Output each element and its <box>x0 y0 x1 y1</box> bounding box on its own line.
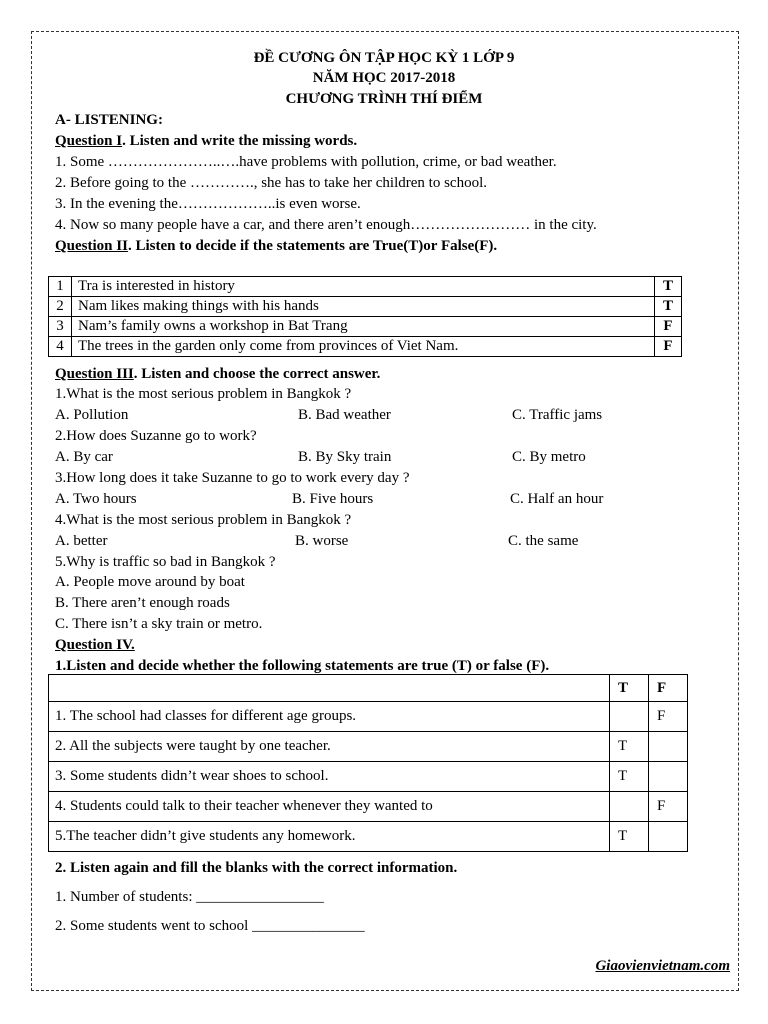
q3-option-a: A. Two hours <box>55 491 137 507</box>
q3-question: 1.What is the most serious problem in Bangkok ? <box>55 386 352 402</box>
table-row <box>49 277 682 297</box>
table-row <box>49 732 688 762</box>
header-true: T <box>610 675 649 702</box>
row-number: 3 <box>49 317 72 337</box>
statement: 2. All the subjects were taught by one teacher. <box>49 732 610 762</box>
q1-heading <box>55 131 357 151</box>
q3-question: 2.How does Suzanne go to work? <box>55 428 257 444</box>
statement: 1. The school had classes for different age groups. <box>49 702 610 732</box>
answer: T <box>655 297 682 317</box>
header-year: NĂM HỌC 2017-2018 <box>312 70 456 86</box>
row-number: 1 <box>49 277 72 297</box>
q3-option-c: C. There isn’t a sky train or metro. <box>55 616 263 632</box>
q3-heading <box>55 364 380 384</box>
q3-question: 4.What is the most serious problem in Bangkok ? <box>55 512 352 528</box>
statement: The trees in the garden only come from provinces of Viet Nam. <box>72 337 655 357</box>
q4-sub2: 2. Listen again and fill the blanks with the correct information. <box>55 860 458 876</box>
q3-option-a: A. By car <box>55 449 113 465</box>
section-listening: A- LISTENING: <box>55 112 163 128</box>
q3-option-b: B. worse <box>295 533 349 549</box>
footer-website[interactable]: Giaovienvietnam.com <box>595 958 730 974</box>
q2-title: . Listen to decide if the statements are True(T)or False(F). <box>127 238 498 254</box>
answer: F <box>655 317 682 337</box>
q3-question: 3.How long does it take Suzanne to go to work every day ? <box>55 470 410 486</box>
fill-blank: 1. Number of students: _________________ <box>55 889 324 905</box>
q3-title: . Listen and choose the correct answer. <box>133 366 381 382</box>
table-header-row <box>49 675 688 702</box>
q3-option-c: C. By metro <box>512 449 586 465</box>
statement: Tra is interested in history <box>72 277 655 297</box>
q2-label: Question II <box>55 238 128 254</box>
true-cell: T <box>610 762 649 792</box>
q1-item: 3. In the evening the………………..is even worse. <box>55 196 361 212</box>
row-number: 2 <box>49 297 72 317</box>
q2-table <box>48 276 682 357</box>
header-false: F <box>649 675 688 702</box>
q3-option-b: B. Five hours <box>292 491 374 507</box>
table-row <box>49 337 682 357</box>
table-row <box>49 822 688 852</box>
statement: Nam likes making things with his hands <box>72 297 655 317</box>
false-cell <box>649 822 688 852</box>
q3-option-a: A. Pollution <box>55 407 129 423</box>
table-row <box>49 792 688 822</box>
statement: 5.The teacher didn’t give students any homework. <box>49 822 610 852</box>
q3-option-c: C. the same <box>508 533 579 549</box>
q3-option-b: B. By Sky train <box>298 449 392 465</box>
table-row <box>49 762 688 792</box>
table-row <box>49 297 682 317</box>
true-cell <box>610 792 649 822</box>
answer: T <box>655 277 682 297</box>
q3-option-c: C. Half an hour <box>510 491 604 507</box>
false-cell: F <box>649 702 688 732</box>
false-cell: F <box>649 792 688 822</box>
table-row <box>49 702 688 732</box>
q4-sub1: 1.Listen and decide whether the following statements are true (T) or false (F). <box>55 658 550 674</box>
true-cell <box>610 702 649 732</box>
q1-item: 4. Now so many people have a car, and there aren’t enough…………………… in the city. <box>55 217 597 233</box>
q3-option-b: B. Bad weather <box>298 407 391 423</box>
row-number: 4 <box>49 337 72 357</box>
header-title: ĐỀ CƯƠNG ÔN TẬP HỌC KỲ 1 LỚP 9 <box>253 50 515 66</box>
statement: 3. Some students didn’t wear shoes to school. <box>49 762 610 792</box>
q2-heading <box>55 236 497 256</box>
header-blank <box>49 675 610 702</box>
true-cell: T <box>610 732 649 762</box>
q1-item: 2. Before going to the …………., she has to take her children to school. <box>55 175 487 191</box>
header-program: CHƯƠNG TRÌNH THÍ ĐIỂM <box>285 91 483 107</box>
q1-item: 1. Some …………………..….have problems with pollution, crime, or bad weather. <box>55 154 557 170</box>
q3-label: Question III <box>55 366 134 382</box>
q4-label: Question IV. <box>55 637 135 653</box>
false-cell <box>649 762 688 792</box>
false-cell <box>649 732 688 762</box>
answer: F <box>655 337 682 357</box>
table-row <box>49 317 682 337</box>
statement: 4. Students could talk to their teacher whenever they wanted to <box>49 792 610 822</box>
q3-option-c: C. Traffic jams <box>512 407 603 423</box>
true-cell: T <box>610 822 649 852</box>
statement: Nam’s family owns a workshop in Bat Trang <box>72 317 655 337</box>
q4-table <box>48 674 688 852</box>
q3-option-a: A. better <box>55 533 108 549</box>
q3-option-a: A. People move around by boat <box>55 574 245 590</box>
q1-title: . Listen and write the missing words. <box>122 133 358 149</box>
q1-label: Question I <box>55 133 123 149</box>
q3-option-b: B. There aren’t enough roads <box>55 595 230 611</box>
q3-question: 5.Why is traffic so bad in Bangkok ? <box>55 554 276 570</box>
fill-blank: 2. Some students went to school _______________ <box>55 918 365 934</box>
